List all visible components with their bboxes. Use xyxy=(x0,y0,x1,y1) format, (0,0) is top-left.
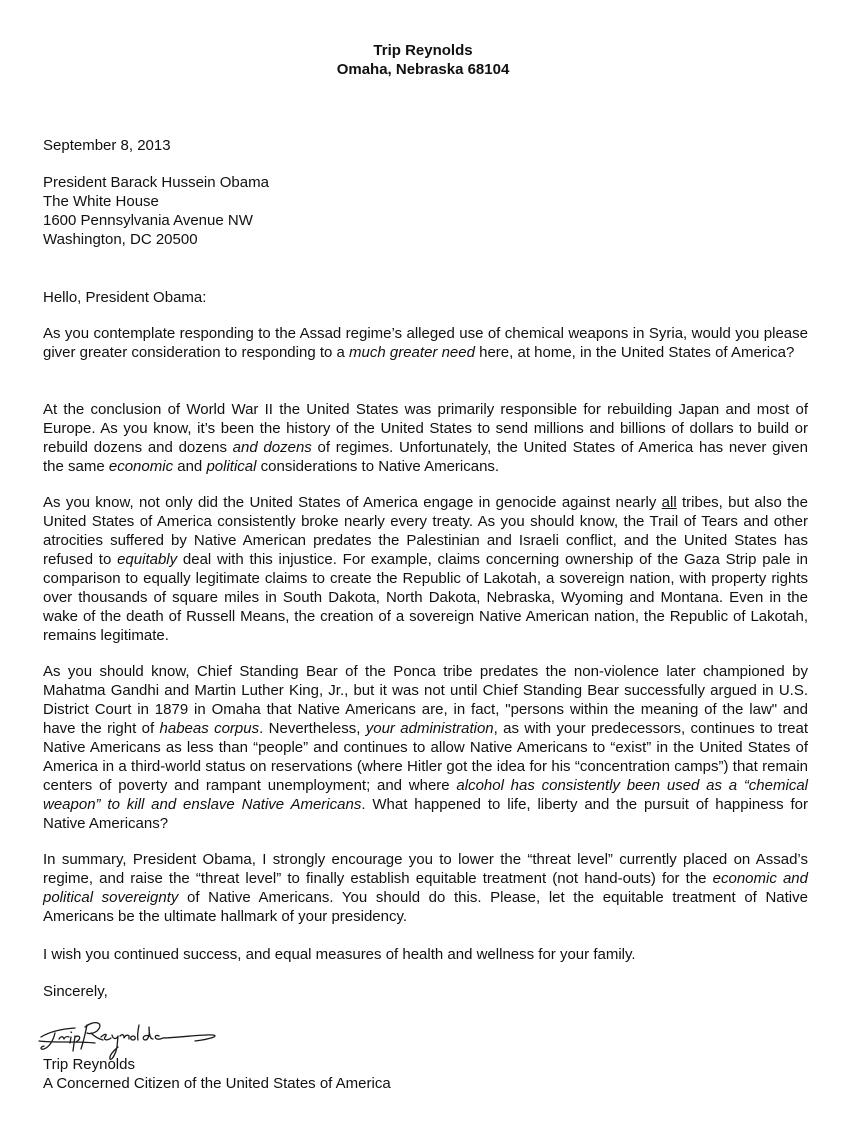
p3-emphasis-equitably: equitably xyxy=(117,551,178,568)
p3-text-e: deal with this injustice. For example, claims concerning ownership of the Gaza Strip pale in comparison to equally legitimate claims to create the Republic of Lakotah, a sovereign nation, with property rights over thousands of square miles in South Dakota, North Dakota, Nebraska, Wyoming and Montana. Even in the wake of the death of Russell Means, the creation of a sovereign Native American nation, the Republic of Lakotah, remains legitimate. xyxy=(43,551,808,644)
p4-text-g: . What happened to life, liberty and the pursuit of happiness for Native Americans? xyxy=(43,796,808,832)
p2-emphasis-economic: economic xyxy=(108,458,174,475)
recipient-line-4: Washington, DC 20500 xyxy=(43,231,198,248)
p2-emphasis-political: political xyxy=(206,458,257,475)
letter-date: September 8, 2013 xyxy=(43,137,171,154)
p3-underline-all: all xyxy=(661,494,677,511)
p1-emphasis: much greater need xyxy=(349,344,475,361)
paragraph-3 xyxy=(43,493,808,645)
letterhead xyxy=(0,41,846,79)
signer-name: Trip Reynolds xyxy=(43,1056,135,1073)
recipient-line-1: President Barack Hussein Obama xyxy=(43,174,269,191)
p4-text-a: As you should know, Chief Standing Bear of the Ponca tribe predates the non-violence later championed by Mahatma Gandhi and Martin Luther King, Jr., but it was not until Chief Standing Bear successfully argued in U.S. District Court in 1879 in Omaha that Native Americans are, in fact, "persons within the meaning of the law" and have the right of xyxy=(43,663,808,737)
recipient-line-2: The White House xyxy=(43,193,159,210)
paragraph-1 xyxy=(43,324,808,362)
p5-text-a: In summary, President Obama, I strongly encourage you to lower the “threat level” currently placed on Assad’s regime, and raise the “threat level” to finally establish equitable treatment (not hand-outs) for the xyxy=(43,851,808,887)
paragraph-4 xyxy=(43,662,808,833)
recipient-address xyxy=(43,173,808,249)
closing: Sincerely, xyxy=(43,983,108,1000)
signature-drawing xyxy=(35,1003,225,1061)
p3-text-c: tribes, but also the United States of America consistently broke nearly every treaty. As you should know, the Trail of Tears and other atrocities suffered by Native American predates the Palestinian and Israeli conflict, and the United States has refused to xyxy=(43,494,808,568)
sender-location: Omaha, Nebraska 68104 xyxy=(336,61,510,78)
p4-emphasis-administration: your administration xyxy=(365,720,494,737)
signer-title: A Concerned Citizen of the United States of America xyxy=(43,1075,391,1092)
p4-emphasis-alcohol: alcohol has consistently been used as a “chemical weapon” to kill and enslave Native Americans xyxy=(43,777,808,813)
p5-emphasis-sovereignty: economic and political sovereignty xyxy=(43,870,808,906)
p5-text-c: of Native Americans. You should do this. Please, let the equitable treatment of Native Americans be the ultimate hallmark of your presidency. xyxy=(43,889,808,925)
p2-text-a: At the conclusion of World War II the United States was primarily responsible for rebuilding Japan and most of Europe. As you know, it’s been the history of the United States to send millions and billions of dollars to build or rebuild dozens and dozens xyxy=(43,401,808,456)
p2-text-g: considerations to Native Americans. xyxy=(256,458,500,475)
recipient-line-3: 1600 Pennsylvania Avenue NW xyxy=(43,212,253,229)
sender-name: Trip Reynolds xyxy=(373,42,473,59)
p2-emphasis-dozens: and dozens xyxy=(232,439,312,456)
p4-text-c: . Nevertheless, xyxy=(259,720,366,737)
greeting: Hello, President Obama: xyxy=(43,289,207,306)
p1-text-a: As you contemplate responding to the Assad regime’s alleged use of chemical weapons in Syria, would you please giver greater consideration to responding to a xyxy=(43,325,808,361)
handwritten-signature xyxy=(35,1003,225,1061)
paragraph-2 xyxy=(43,400,808,476)
p4-text-e: , as with your predecessors, continues to treat Native Americans as less than “people” and continues to allow Native Americans to “exist” in the United States of America in a third-world status on reservations (where Hitler got the idea for his “concentration camps”) that remain centers of poverty and rampant unemployment; and where xyxy=(43,720,808,794)
paragraph-5 xyxy=(43,850,808,926)
paragraph-6: I wish you continued success, and equal measures of health and wellness for your family. xyxy=(43,946,636,963)
p2-text-e: and xyxy=(173,458,207,475)
p4-emphasis-habeas: habeas corpus xyxy=(159,720,260,737)
p2-text-c: of regimes. Unfortunately, the United States of America has never given the same xyxy=(43,439,808,475)
p3-text-a: As you know, not only did the United States of America engage in genocide against nearly xyxy=(43,494,662,511)
p1-text-c: here, at home, in the United States of America? xyxy=(474,344,795,361)
